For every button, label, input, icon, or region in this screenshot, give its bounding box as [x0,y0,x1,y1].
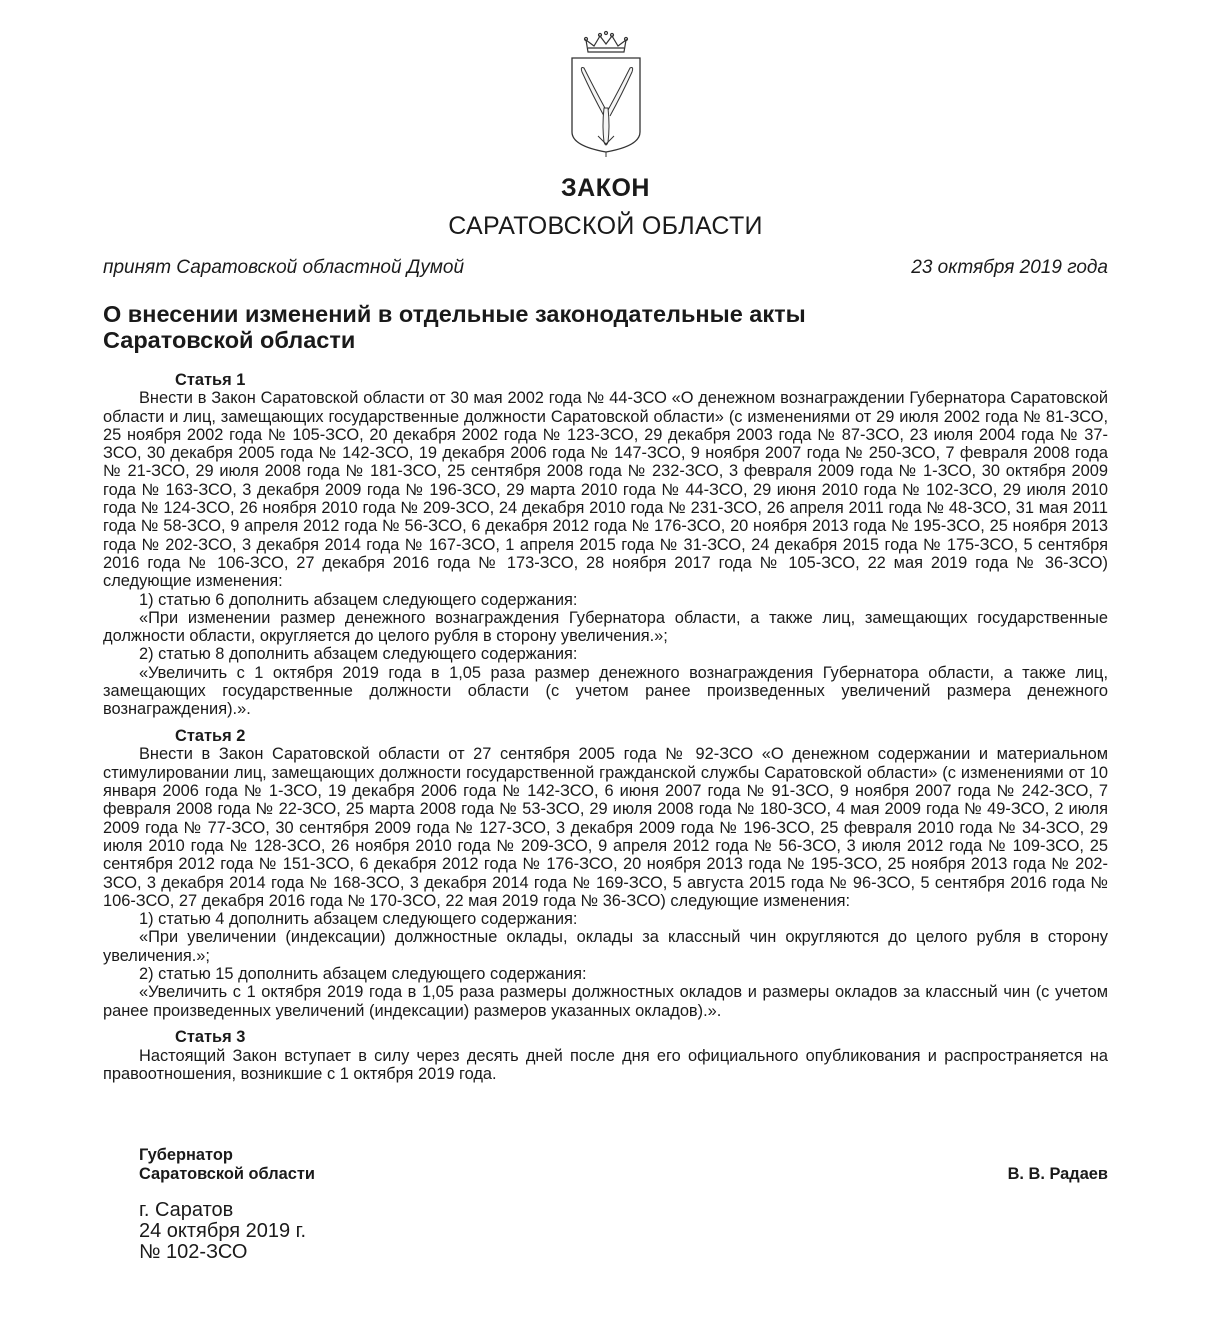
adopted-date: 23 октября 2019 года [911,257,1108,278]
article-2 [103,727,1108,1020]
article-paragraph: 2) статью 8 дополнить абзацем следующего содержания: [139,645,578,664]
article-paragraph: Внести в Закон Саратовской области от 27 сентября 2005 года № 92-ЗСО «О денежном содержании и материальном стимулировании лиц, замещающих должности государственной гражданской службы Саратовской области» (с изменениями от 10 января 2006 года № 1-ЗСО, 19 декабря 2006 года № 142-ЗСО, 6 июня 2007 года № 91-ЗСО, 9 ноября 2007 года № 242-ЗСО, 7 февраля 2008 года № 22-ЗСО, 25 марта 2008 года № 53-ЗСО, 29 июля 2008 года № 180-ЗСО, 4 мая 2009 года № 49-ЗСО, 2 июля 2009 года № 77-ЗСО, 30 сентября 2009 года № 127-ЗСО, 3 декабря 2009 года № 196-ЗСО, 25 февраля 2010 года № 34-ЗСО, 29 июля 2010 года № 128-ЗСО, 26 ноября 2010 года № 209-ЗСО, 9 апреля 2012 года № 56-ЗСО, 3 июля 2012 года № 109-ЗСО, 25 сентября 2012 года № 151-ЗСО, 6 декабря 2012 года № 176-ЗСО, 20 ноября 2013 года № 195-ЗСО, 25 ноября 2013 года № 202-ЗСО, 3 декабря 2014 года № 168-ЗСО, 3 декабря 2014 года № 169-ЗСО, 5 августа 2015 года № 96-ЗСО, 5 сентября 2016 года № 106-ЗСО, 27 декабря 2016 года № 170-ЗСО, 22 мая 2019 года № 36-ЗСО) следующие изменения: [103,745,1108,910]
article-heading: Статья 2 [175,727,246,746]
law-title-line-2: Саратовской области [103,327,356,353]
article-paragraph: «При увеличении (индексации) должностные оклады, оклады за классный чин округляются до целого рубля в сторону увеличения.»; [103,928,1108,965]
article-paragraph: Настоящий Закон вступает в силу через десять дней после дня его официального опубликования и распространяется на правоотношения, возникшие с 1 октября 2019 года. [103,1046,1108,1083]
enactment-details [139,1200,306,1263]
enactment-date: 24 октября 2019 г. [139,1220,307,1242]
signatory-position-line-2: Саратовской области [139,1165,315,1183]
article-paragraph: «Увеличить с 1 октября 2019 года в 1,05 раза размер денежного вознаграждения Губернатора области, а также лиц, замещающих государственные должности области (с учетом ранее произведенных увеличений размера денежного вознаграждения).». [103,663,1108,719]
document-type-title: ЗАКОН [561,174,650,202]
enactment-city: г. Саратов [139,1199,234,1221]
signatory-name: В. В. Радаев [1007,1165,1108,1183]
law-title [103,301,1108,353]
region-subtitle: САРАТОВСКОЙ ОБЛАСТИ [448,212,763,240]
signatory-position-line-1: Губернатор [139,1146,233,1164]
article-paragraph: 1) статью 6 дополнить абзацем следующего содержания: [139,590,578,609]
article-heading: Статья 3 [175,1028,246,1047]
article-paragraph: 1) статью 4 дополнить абзацем следующего содержания: [139,910,578,929]
law-title-line-1: О внесении изменений в отдельные законодательные акты [103,301,806,327]
article-paragraph: Внести в Закон Саратовской области от 30 мая 2002 года № 44-ЗСО «О денежном вознаграждении Губернатора Саратовской области и лиц, замещающих государственные должности Саратовской области» (с изменениями от 29 июля 2002 года № 81-ЗСО, 25 ноября 2002 года № 105-ЗСО, 20 декабря 2002 года № 123-ЗСО, 29 декабря 2003 года № 87-ЗСО, 23 июля 2004 года № 37-ЗСО, 30 декабря 2005 года № 142-ЗСО, 19 декабря 2006 года № 147-ЗСО, 9 ноября 2007 года № 250-ЗСО, 7 февраля 2008 года № 21-ЗСО, 29 июля 2008 года № 181-ЗСО, 25 сентября 2008 года № 232-ЗСО, 3 февраля 2009 года № 1-ЗСО, 30 октября 2009 года № 163-ЗСО, 3 декабря 2009 года № 196-ЗСО, 29 марта 2010 года № 44-ЗСО, 29 июня 2010 года № 102-ЗСО, 29 июля 2010 года № 124-ЗСО, 26 ноября 2010 года № 209-ЗСО, 24 декабря 2010 года № 231-ЗСО, 26 апреля 2011 года № 48-ЗСО, 31 мая 2011 года № 58-ЗСО, 9 апреля 2012 года № 56-ЗСО, 6 декабря 2012 года № 176-ЗСО, 20 ноября 2013 года № 195-ЗСО, 25 ноября 2013 года № 202-ЗСО, 3 декабря 2014 года № 167-ЗСО, 1 апреля 2015 года № 31-ЗСО, 24 декабря 2015 года № 175-ЗСО, 5 сентября 2016 года № 106-ЗСО, 27 декабря 2016 года № 173-ЗСО, 28 ноября 2017 года № 105-ЗСО, 22 мая 2019 года № 36-ЗСО) следующие изменения: [103,389,1108,591]
article-3 [103,1028,1108,1083]
article-paragraph: 2) статью 15 дополнить абзацем следующего содержания: [139,965,587,983]
article-paragraph: «Увеличить с 1 октября 2019 года в 1,05 раза размеры должностных окладов и размеры окладов за классный чин (с учетом ранее произведенных увеличений (индексации) размеров указанных окладов).». [103,983,1108,1020]
signatory-position [139,1146,315,1184]
article-heading: Статья 1 [175,371,246,389]
adoption-line [103,257,1108,279]
article-1 [103,371,1108,719]
law-body [103,371,1108,1083]
law-number: № 102-ЗСО [139,1241,248,1263]
article-paragraph: «При изменении размер денежного вознаграждения Губернатора области, а также лиц, замещающих государственные должности области, округляется до целого рубля в сторону увеличения.»; [103,608,1108,646]
saratov-coat-of-arms-icon [564,30,648,158]
adopted-by: принят Саратовской областной Думой [103,257,465,278]
